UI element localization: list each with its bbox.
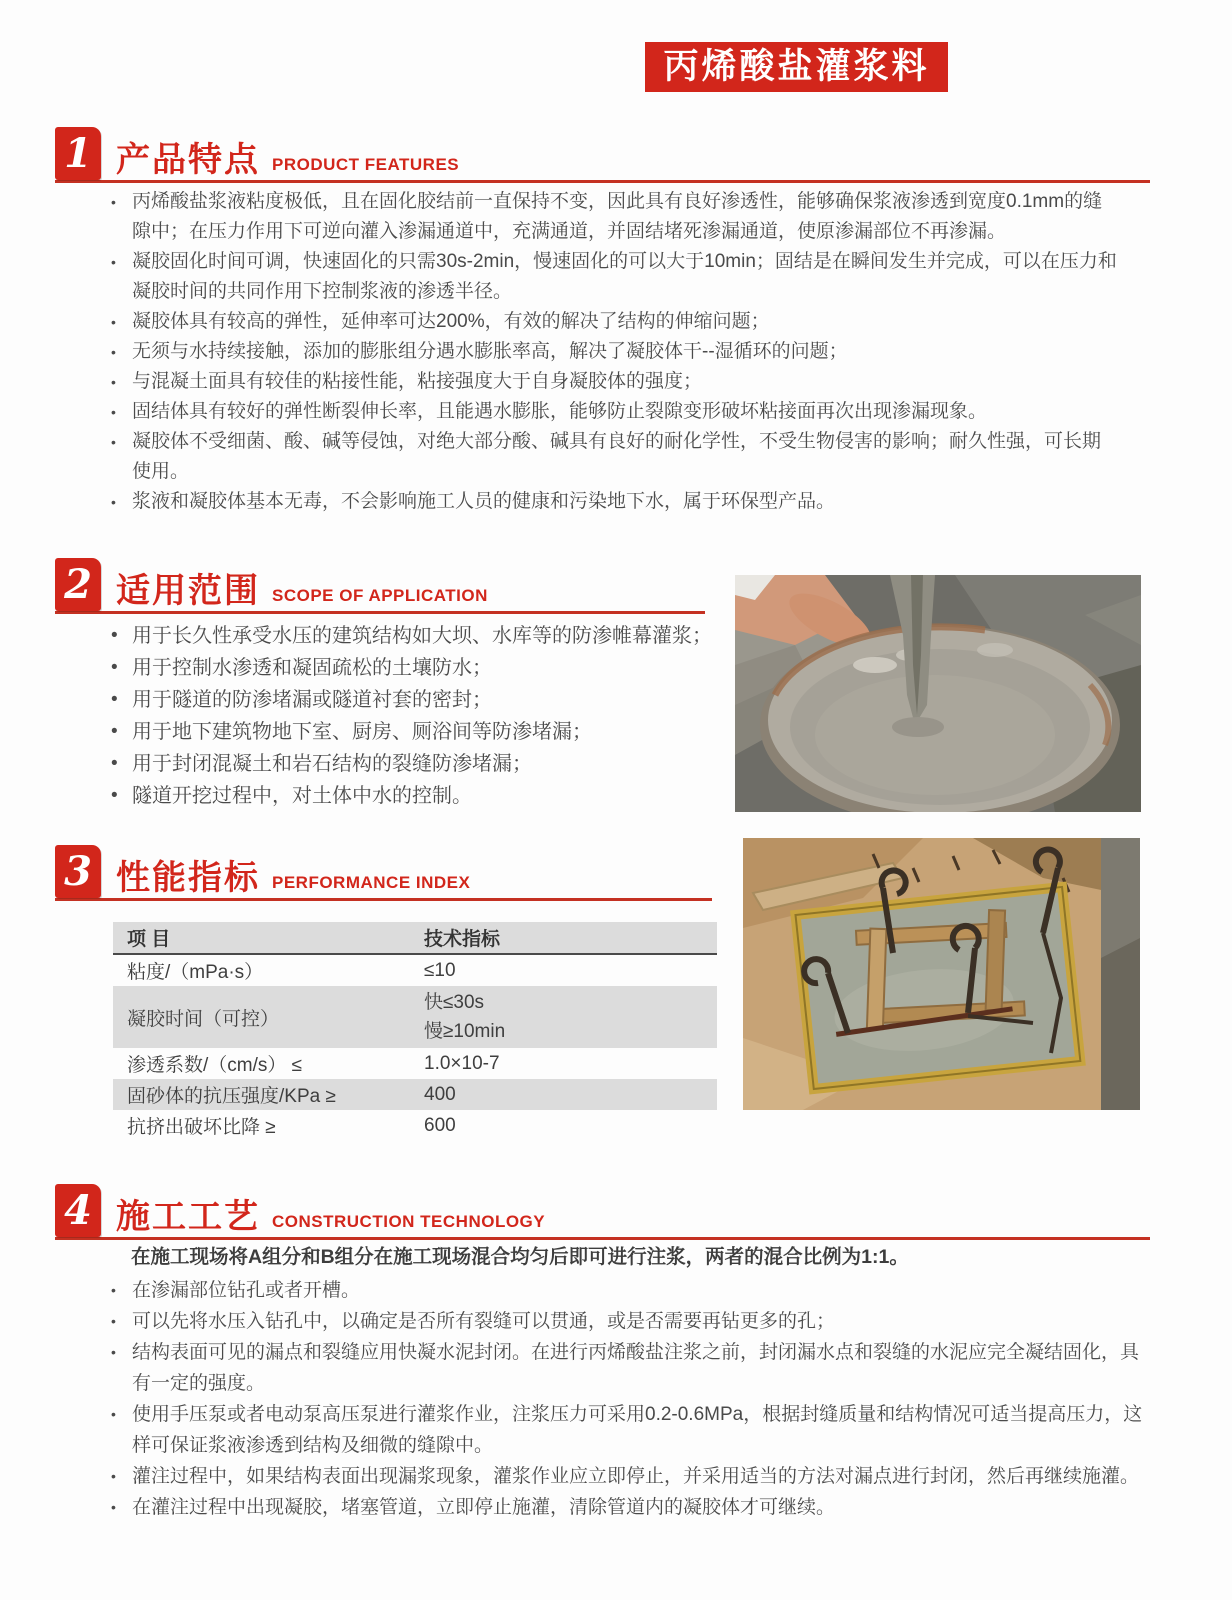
list-item: • 用于隧道的防渗堵漏或隧道衬套的密封；	[105, 684, 730, 716]
list-item: • 固结体具有较好的弹性断裂伸长率，且能遇水膨胀，能够防止裂隙变形破坏粘接面再次出现渗漏现象。	[105, 397, 1119, 427]
list-item: • 丙烯酸盐浆液粘度极低，且在固化胶结前一直保持不变，因此具有良好渗透性，能够确保浆液渗透到宽度0.1mm的缝隙中；在压力作用下可逆向灌入渗漏通道中，充满通道，并固结堵死渗漏通道，使原渗漏部位不再渗漏。	[105, 187, 1119, 247]
list-item: • 用于地下建筑物地下室、厨房、厕浴间等防渗堵漏；	[105, 716, 730, 748]
construction-lead-text: 在施工现场将A组分和B组分在施工现场混合均匀后即可进行注浆，两者的混合比例为1:1。	[131, 1246, 909, 1268]
section-features-header	[55, 127, 1150, 183]
table-cell-value: 1.0×10-7	[424, 1052, 500, 1074]
table-row	[113, 1048, 717, 1079]
section-subtitle: SCOPE OF APPLICATION	[272, 586, 488, 605]
formwork-grouting-photo	[743, 838, 1140, 1110]
list-item: • 在渗漏部位钻孔或者开槽。	[105, 1275, 1150, 1306]
table-cell-value	[410, 986, 717, 1048]
features-list	[105, 187, 1119, 517]
section-title: 适用范围	[116, 572, 260, 610]
scope-list	[105, 620, 730, 812]
list-item: • 用于控制水渗透和凝固疏松的土壤防水；	[105, 652, 730, 684]
table-cell-label: 固砂体的抗压强度/KPa ≥	[127, 1086, 336, 1107]
table-row	[113, 986, 717, 1048]
list-item: • 无须与水持续接触，添加的膨胀组分遇水膨胀率高，解决了凝胶体干--湿循环的问题；	[105, 337, 1119, 367]
value-fast: 快≤30s	[424, 992, 485, 1013]
list-item: • 隧道开挖过程中，对土体中水的控制。	[105, 780, 730, 812]
section-construction-header	[55, 1184, 1150, 1240]
section-subtitle: CONSTRUCTION TECHNOLOGY	[272, 1212, 546, 1231]
list-item: • 在灌注过程中出现凝胶，堵塞管道，立即停止施灌，清除管道内的凝胶体才可继续。	[105, 1492, 1150, 1523]
table-cell-label: 抗挤出破坏比降 ≥	[127, 1117, 276, 1138]
section-number-badge: 4	[55, 1184, 101, 1237]
table-row	[113, 1079, 717, 1110]
list-item: • 凝胶固化时间可调，快速固化的只需30s-2min，慢速固化的可以大于10min；固结是在瞬间发生并完成，可以在压力和凝胶时间的共同作用下控制浆液的渗透半径。	[105, 247, 1119, 307]
section-scope-header	[55, 558, 705, 614]
list-item: • 可以先将水压入钻孔中，以确定是否所有裂缝可以贯通，或是否需要再钻更多的孔；	[105, 1306, 1150, 1337]
list-item: • 与混凝土面具有较佳的粘接性能，粘接强度大于自身凝胶体的强度；	[105, 367, 1119, 397]
table-cell-value: 400	[424, 1083, 456, 1105]
section-title: 施工工艺	[116, 1198, 260, 1236]
table-cell-label: 凝胶时间（可控）	[127, 1008, 280, 1030]
grout-mixing-photo	[735, 575, 1141, 812]
list-item: • 结构表面可见的漏点和裂缝应用快凝水泥封闭。在进行丙烯酸盐注浆之前，封闭漏水点和裂缝的水泥应完全凝结固化，具有一定的强度。	[105, 1337, 1150, 1399]
table-cell-value: 600	[424, 1114, 456, 1136]
value-slow: 慢≥10min	[424, 1021, 506, 1042]
performance-index-table	[113, 922, 717, 1141]
section-title: 产品特点	[116, 141, 260, 179]
list-item: • 浆液和凝胶体基本无毒，不会影响施工人员的健康和污染地下水，属于环保型产品。	[105, 487, 1119, 517]
section-number-badge: 2	[55, 558, 101, 611]
table-header-item: 项 目	[113, 922, 410, 954]
grout-mixing-illustration	[735, 575, 1141, 812]
section-number-badge: 1	[55, 127, 101, 180]
table-cell-label: 渗透系数/（cm/s） ≤	[127, 1055, 303, 1076]
list-item: • 灌注过程中，如果结构表面出现漏浆现象，灌浆作业应立即停止，并采用适当的方法对漏点进行封闭，然后再继续施灌。	[105, 1461, 1150, 1492]
list-item: • 凝胶体具有较高的弹性，延伸率可达200%，有效的解决了结构的伸缩问题；	[105, 307, 1119, 337]
section-subtitle: PERFORMANCE INDEX	[272, 873, 471, 892]
list-item: • 用于长久性承受水压的建筑结构如大坝、水库等的防渗帷幕灌浆；	[105, 620, 730, 652]
list-item: • 使用手压泵或者电动泵高压泵进行灌浆作业，注浆压力可采用0.2-0.6MPa，根据封缝质量和结构情况可适当提高压力，这样可保证浆液渗透到结构及细微的缝隙中。	[105, 1399, 1150, 1461]
table-cell-value: ≤10	[424, 959, 456, 981]
table-row	[113, 954, 717, 986]
table-row	[113, 1110, 717, 1141]
section-performance-header	[55, 845, 712, 901]
construction-list	[105, 1275, 1150, 1523]
section-subtitle: PRODUCT FEATURES	[272, 155, 460, 174]
section-number-badge: 3	[55, 845, 101, 898]
list-item: • 凝胶体不受细菌、酸、碱等侵蚀，对绝大部分酸、碱具有良好的耐化学性，不受生物侵害的影响；耐久性强，可长期使用。	[105, 427, 1119, 487]
product-title-banner: 丙烯酸盐灌浆料	[645, 42, 948, 92]
table-cell-label: 粘度/（mPa·s）	[127, 962, 264, 983]
table-header-row	[113, 922, 717, 954]
formwork-grouting-illustration	[743, 838, 1140, 1110]
table-header-value: 技术指标	[410, 922, 717, 954]
list-item: • 用于封闭混凝土和岩石结构的裂缝防渗堵漏；	[105, 748, 730, 780]
section-title: 性能指标	[116, 859, 260, 897]
